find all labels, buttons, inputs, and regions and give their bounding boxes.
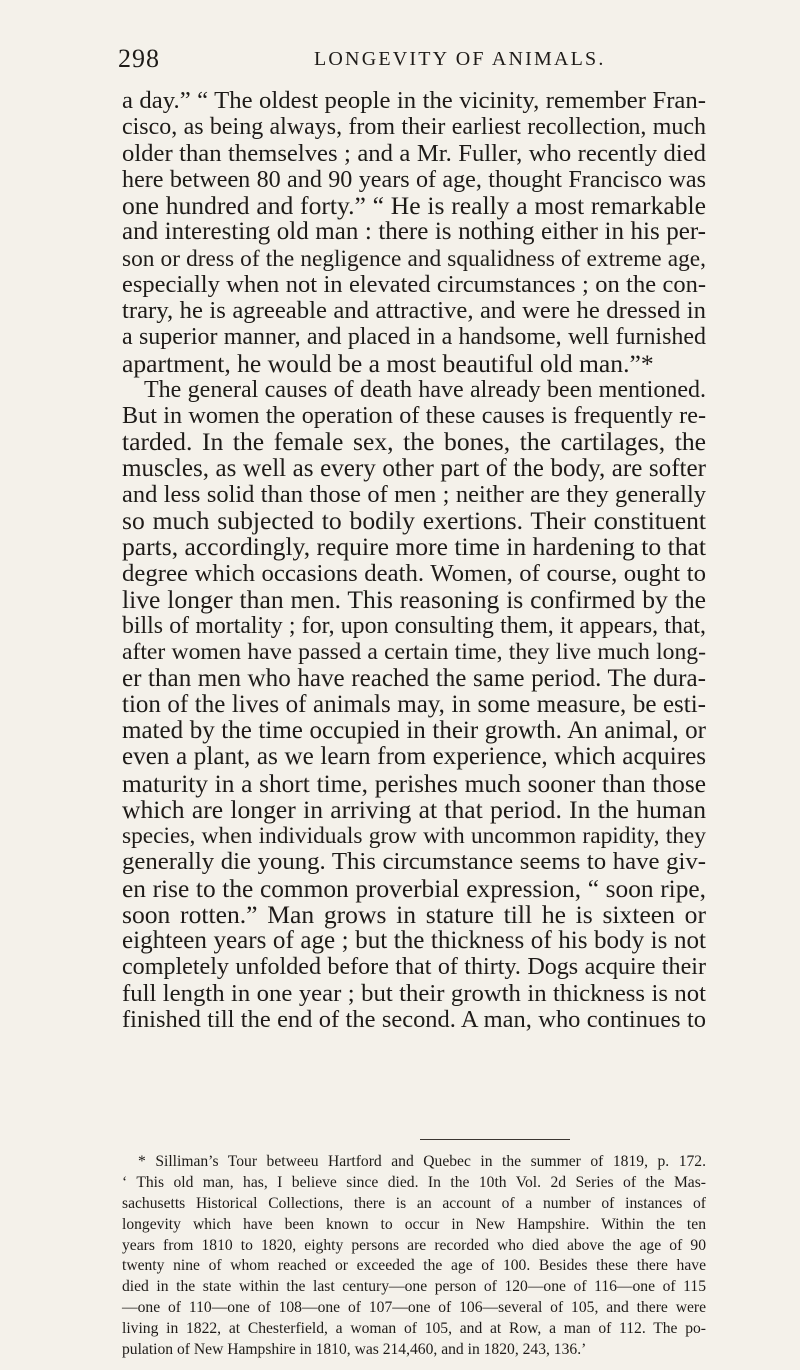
text-line: apartment, he would be a most beautiful old man.”* bbox=[122, 348, 654, 378]
text-line: mated by the time occupied in their growth. An animal, or bbox=[122, 717, 706, 744]
page-header bbox=[118, 44, 688, 78]
footnote-line: * Silliman’s Tour betweeu Hartford and Quebec in the summer of 1819, p. 172. bbox=[138, 1153, 706, 1170]
text-line: a day.” “ The oldest people in the vicinity, remember Fran- bbox=[122, 87, 706, 114]
text-line: species, when individuals grow with uncommon rapidity, they bbox=[122, 823, 706, 849]
text-line: parts, accordingly, require more time in hardening to that bbox=[122, 532, 706, 562]
text-line: cisco, as being always, from their earliest recollection, much bbox=[122, 114, 706, 141]
text-line: live longer than men. This reasoning is confirmed by the bbox=[122, 584, 706, 614]
footnote-line: twenty nine of whom reached or exceeded the age of 100. Besides these there have bbox=[122, 1257, 706, 1275]
text-line: which are longer in arriving at that period. In the human bbox=[122, 794, 706, 824]
text-line: a superior manner, and placed in a handsome, well furnished bbox=[122, 324, 706, 351]
text-line: so much subjected to bodily exertions. Their constituent bbox=[122, 506, 706, 535]
text-line: older than themselves ; and a Mr. Fuller, who recently died bbox=[122, 139, 706, 167]
text-line: even a plant, as we learn from experience, which acquires bbox=[122, 743, 706, 771]
running-head: LONGEVITY OF ANIMALS. bbox=[314, 48, 606, 70]
text-line: en rise to the common proverbial expression, “ soon ripe, bbox=[122, 874, 706, 903]
text-line: full length in one year ; but their growth in thickness is not bbox=[122, 979, 706, 1007]
footnote-line: longevity which have been known to occur in New Hampshire. Within the ten bbox=[122, 1215, 706, 1233]
text-line: completely unfolded before that of thirty. Dogs acquire their bbox=[122, 954, 706, 981]
text-line: tarded. In the female sex, the bones, the cartilages, the bbox=[122, 427, 706, 457]
text-line: generally die young. This circumstance seems to have giv- bbox=[122, 848, 706, 876]
text-line: finished till the end of the second. A man, who continues to bbox=[122, 1005, 706, 1033]
page-number: 298 bbox=[118, 44, 160, 73]
text-line: tion of the lives of animals may, in some measure, be esti- bbox=[122, 690, 706, 718]
text-line: eighteen years of age ; but the thickness of his body is not bbox=[122, 927, 706, 954]
footnotes bbox=[122, 1152, 706, 1361]
text-line: trary, he is agreeable and attractive, and were he dressed in bbox=[122, 297, 706, 324]
footnote-line: sachusetts Historical Collections, there is an account of a number of instances of bbox=[122, 1194, 706, 1212]
text-line: er than men who have reached the same period. The dura- bbox=[122, 664, 706, 692]
footnote-divider bbox=[420, 1139, 570, 1140]
footnote-line: years from 1810 to 1820, eighty persons are recorded who died above the age of 90 bbox=[122, 1236, 706, 1254]
text-line: son or dress of the negligence and squalidness of extreme age, bbox=[122, 245, 706, 272]
text-line: degree which occasions death. Women, of course, ought to bbox=[122, 559, 706, 587]
footnote-line: pulation of New Hampshire in 1810, was 214,460, and in 1820, 243, 136.’ bbox=[122, 1341, 587, 1359]
text-line: after women have passed a certain time, they live much long- bbox=[122, 639, 706, 666]
footnote-line: ‘ This old man, has, I believe since died. In the 10th Vol. 2d Series of the Mas- bbox=[122, 1173, 706, 1191]
text-line: bills of mortality ; for, upon consulting them, it appears, that, bbox=[122, 613, 706, 639]
text-line: here between 80 and 90 years of age, thought Francisco was bbox=[122, 165, 706, 193]
footnote-line: living in 1822, at Chesterfield, a woman of 105, and at Row, a man of 112. The po- bbox=[122, 1320, 706, 1338]
text-line: But in women the operation of these causes is frequently re- bbox=[122, 402, 706, 429]
text-line: one hundred and forty.” “ He is really a most remarkable bbox=[122, 191, 706, 220]
footnote-line: —one of 110—one of 108—one of 107—one of 106—several of 105, and there were bbox=[122, 1299, 706, 1317]
text-line: especially when not in elevated circumstances ; on the con- bbox=[122, 270, 706, 298]
text-line: The general causes of death have already been mentioned. bbox=[144, 376, 706, 403]
body-text bbox=[122, 88, 706, 1033]
text-line: maturity in a short time, perishes much sooner than those bbox=[122, 769, 706, 798]
text-line: and less solid than those of men ; neither are they generally bbox=[122, 480, 706, 508]
footnote-line: died in the state within the last century—one person of 120—one of 116—one of 115 bbox=[122, 1278, 706, 1296]
text-line: muscles, as well as every other part of the body, are softer bbox=[122, 454, 706, 482]
text-line: and interesting old man : there is nothing either in his per- bbox=[122, 218, 706, 246]
text-line: soon rotten.” Man grows in stature till he is sixteen or bbox=[122, 899, 706, 929]
